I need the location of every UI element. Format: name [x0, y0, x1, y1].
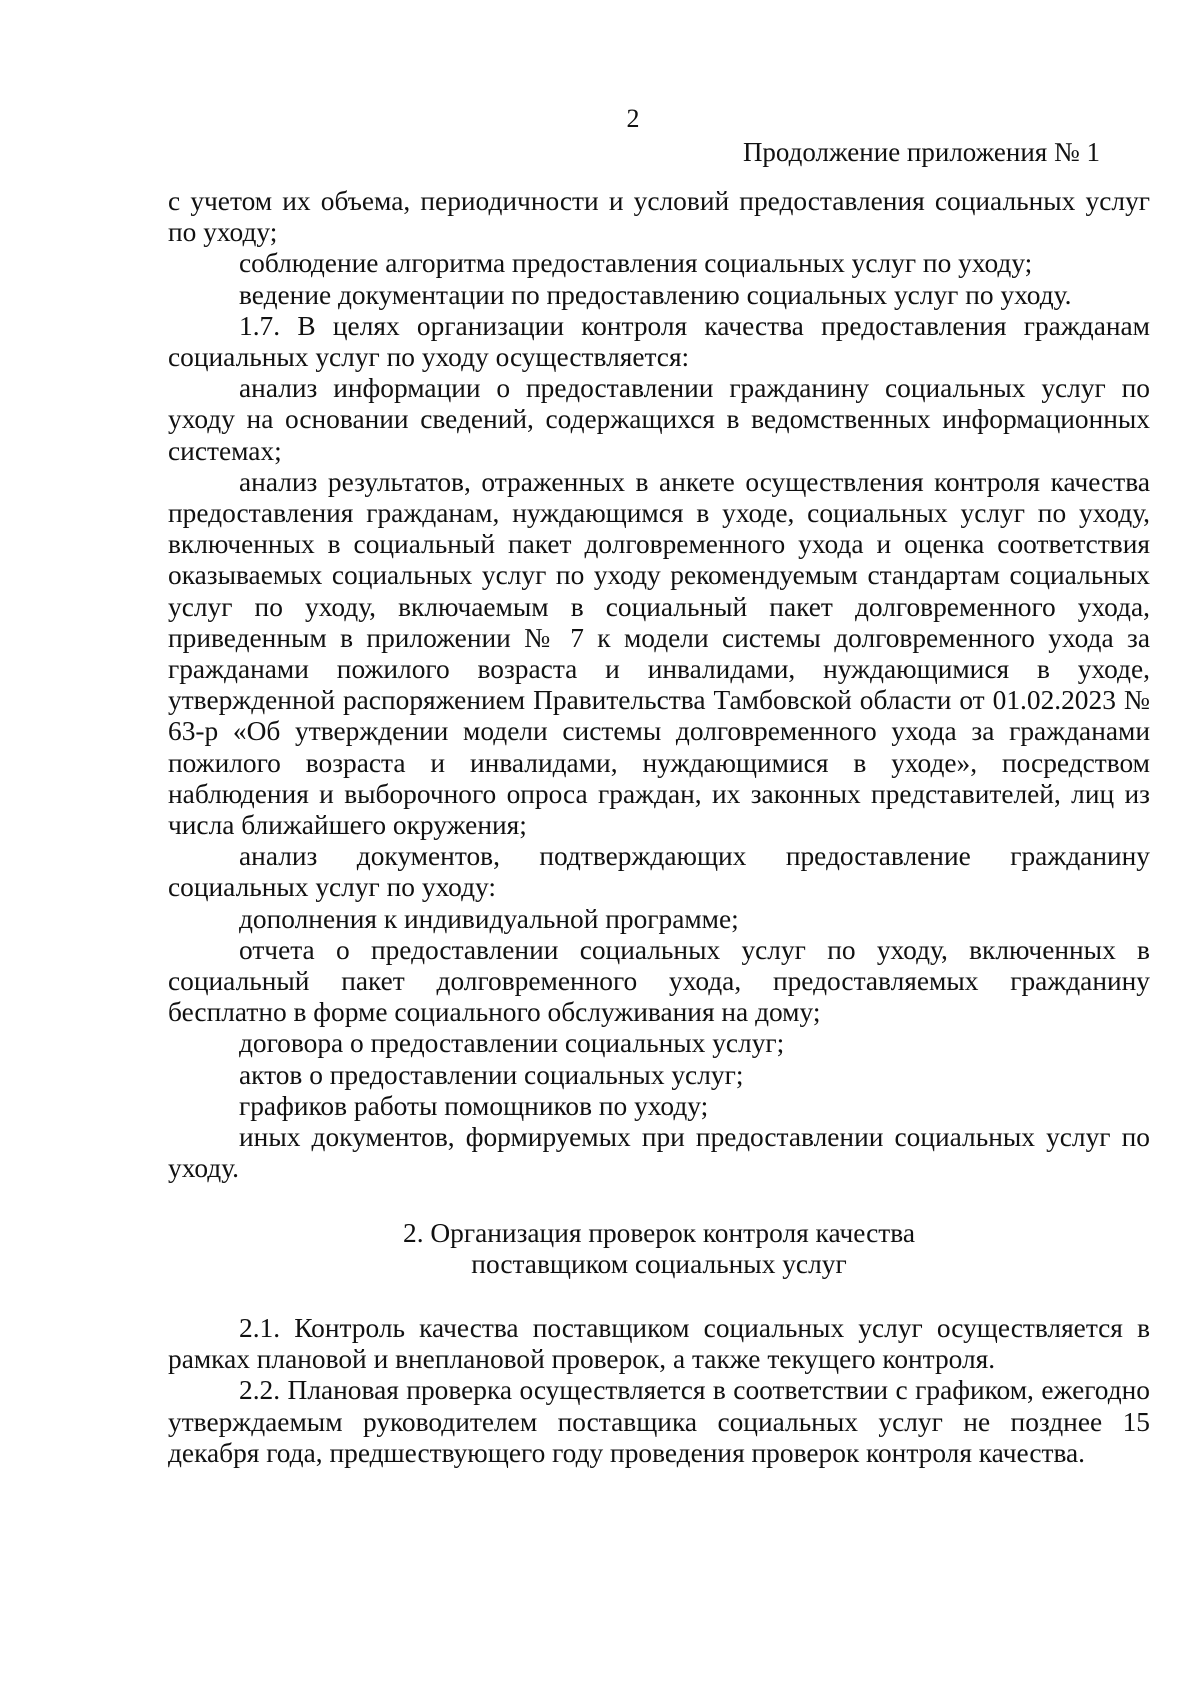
page-number: 2 — [626, 104, 640, 133]
section-heading-line-2: поставщиком социальных услуг — [471, 1248, 847, 1279]
paragraph: анализ информации о предоставлении гражданину социальных услуг по уходу на основании сведений, содержащихся в ведомственных информационных системах; — [168, 373, 1150, 466]
document-body — [168, 186, 1150, 1469]
paragraph: 1.7. В целях организации контроля качества предоставления гражданам социальных услуг по уходу осуществляется: — [168, 310, 1150, 373]
paragraph: 2.2. Плановая проверка осуществляется в соответствии с графиком, ежегодно утверждаемым руководителем поставщика социальных услуг не позднее 15 декабря года, предшествующего году проведения проверок контроля качества. — [168, 1375, 1150, 1468]
paragraph: отчета о предоставлении социальных услуг по уходу, включенных в социальный пакет долговременного ухода, предоставляемых гражданину бесплатно в форме социального обслуживания на дому; — [168, 934, 1150, 1028]
section-heading-line-1: 2. Организация проверок контроля качества — [403, 1217, 915, 1248]
paragraph: анализ документов, подтверждающих предоставление гражданину социальных услуг по уходу: — [168, 841, 1150, 903]
paragraph: анализ результатов, отраженных в анкете осуществления контроля качества предоставления гражданам, нуждающимся в уходе, социальных услуг по уходу, включенных в социальный пакет долговременного ухода и оценка соответствия оказываемых социальных услуг по уходу рекомендуемым стандартам социальных услуг по уходу, включаемым в социальный пакет долговременного ухода, приведенным в приложении № 7 к модели системы долговременного ухода за гражданами пожилого возраста и инвалидами, нуждающимися в уходе, утвержденной распоряжением Правительства Тамбовской области от 01.02.2023 № 63-р «Об утверждении модели системы долговременного ухода за гражданами пожилого возраста и инвалидами, нуждающимися в уходе», посредством наблюдения и выборочного опроса граждан, их законных представителей, лиц из числа ближайшего окружения; — [168, 466, 1150, 841]
paragraph: иных документов, формируемых при предоставлении социальных услуг по уходу. — [168, 1122, 1150, 1184]
paragraph: соблюдение алгоритма предоставления социальных услуг по уходу; — [239, 248, 1033, 279]
paragraph: договора о предоставлении социальных услуг; — [239, 1028, 785, 1059]
paragraph: с учетом их объема, периодичности и условий предоставления социальных услуг по уходу; — [168, 186, 1150, 248]
paragraph: актов о предоставлении социальных услуг; — [239, 1059, 744, 1090]
paragraph: 2.1. Контроль качества поставщиком социальных услуг осуществляется в рамках плановой и внеплановой проверок, а также текущего контроля. — [168, 1312, 1150, 1375]
running-header: Продолжение приложения № 1 — [742, 137, 1100, 167]
section-heading — [168, 1218, 1150, 1280]
paragraph: ведение документации по предоставлению социальных услуг по уходу. — [239, 279, 1072, 310]
paragraph: дополнения к индивидуальной программе; — [239, 903, 739, 934]
paragraph: графиков работы помощников по уходу; — [239, 1090, 709, 1121]
